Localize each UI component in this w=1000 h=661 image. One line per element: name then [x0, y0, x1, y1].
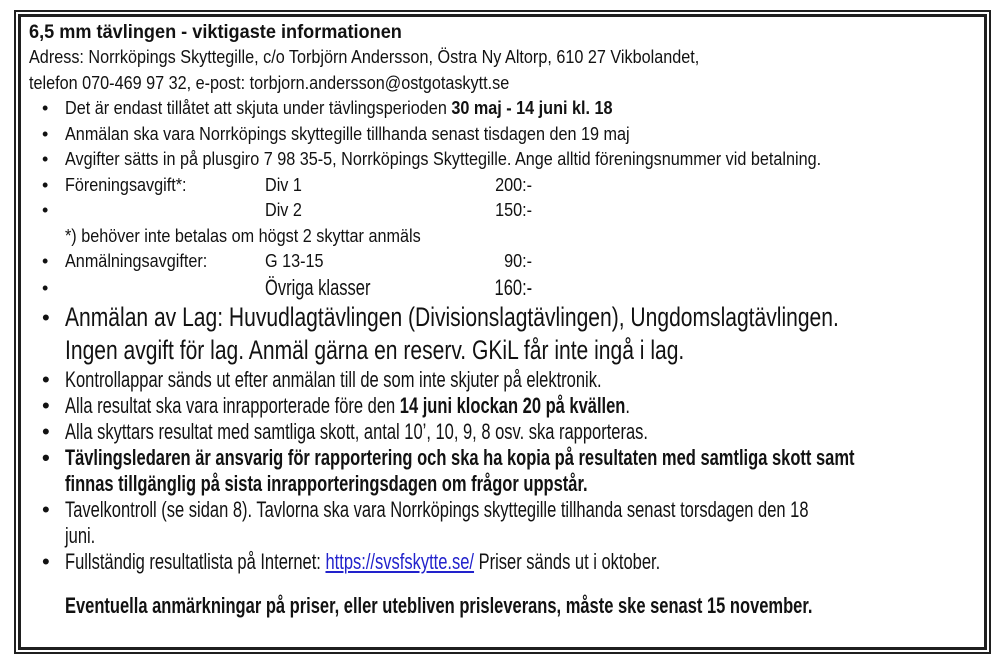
- results-text-end: Priser sänds ut i oktober.: [474, 548, 661, 574]
- registration-text: Anmälan ska vara Norrköpings skyttegille tillhanda senast tisdagen den 19 maj: [65, 123, 630, 144]
- leader-text-line2: finnas tillgänglig på sista inrapporteringsdagen om frågor uppstår.: [65, 470, 588, 496]
- address-line-1: [29, 45, 982, 71]
- payment-text: Avgifter sätts in på plusgiro 7 98 35-5, Norrköpings Skyttegille. Ange alltid föreningsnummer vid betalning.: [65, 149, 822, 169]
- bullet-icon: •: [42, 277, 49, 298]
- bullet-icon: •: [42, 418, 50, 444]
- bullet-item-results-list: [29, 549, 982, 575]
- fee-footnote: [29, 224, 982, 250]
- bullet-item-payment: [29, 147, 982, 173]
- fee-amount: 150:-: [495, 200, 532, 220]
- document-content: [21, 17, 984, 647]
- phone-email-text: telefon 070-469 97 32, e-post:: [29, 72, 250, 93]
- period-text: Det är endast tillåtet att skjuta under tävlingsperioden: [65, 98, 452, 118]
- prize-notice: [29, 593, 982, 619]
- report-text: Alla resultat ska vara inrapporterade före den: [65, 392, 400, 418]
- shots-text: Alla skyttars resultat med samtliga skott, antal 10’, 10, 9, 8 osv. ska rapporteras.: [65, 418, 648, 444]
- fee-row-club-div1: [29, 173, 982, 199]
- bullet-icon: •: [42, 366, 50, 392]
- fee-label: Föreningsavgift*:: [65, 174, 187, 195]
- bullet-item-target-check: [29, 497, 982, 549]
- fee-item: Div 2: [265, 200, 302, 220]
- bullet-item-period: [29, 96, 982, 122]
- bullet-icon: •: [42, 123, 49, 144]
- bullet-item-registration: [29, 122, 982, 148]
- bullet-icon: •: [42, 98, 49, 118]
- bullet-icon: •: [42, 174, 49, 195]
- result-list-link[interactable]: https://svsfskytte.se/: [325, 548, 475, 574]
- footnote-text: *) behöver inte betalas om högst 2 skyttar anmäls: [65, 225, 421, 246]
- report-text-end: .: [625, 392, 630, 418]
- fee-row-club-div2: [29, 198, 982, 224]
- leader-text-line1: Tävlingsledaren är ansvarig för rapportering och ska ha kopia på resultaten med samtliga skott samt: [65, 444, 855, 470]
- control-slips-text: Kontrollappar sänds ut efter anmälan till de som inte skjuter på elektronik.: [65, 366, 602, 392]
- fee-row-entry-g1315: [29, 249, 982, 275]
- fee-label: Anmälningsavgifter:: [65, 251, 208, 271]
- teams-text-line1: Anmälan av Lag: Huvudlagtävlingen (Divisionslagtävlingen), Ungdomslagtävlingen.: [65, 301, 839, 332]
- prize-notice-text: Eventuella anmärkningar på priser, eller utebliven prisleverans, måste ske senast 15 november.: [65, 592, 813, 618]
- bullet-icon: •: [42, 251, 49, 271]
- teams-text-line2: Ingen avgift för lag. Anmäl gärna en reserv. GKiL får inte ingå i lag.: [65, 334, 685, 365]
- bullet-item-shots: [29, 419, 982, 445]
- fee-amount: 200:-: [495, 174, 532, 195]
- bullet-icon: •: [42, 304, 50, 330]
- fee-item: Div 1: [265, 174, 302, 195]
- bullet-item-report-deadline: [29, 393, 982, 419]
- page-title: 6,5 mm tävlingen - viktigaste informationen: [29, 21, 402, 43]
- bullet-item-leader: [29, 445, 982, 497]
- target-check-line2: juni.: [65, 522, 96, 548]
- bullet-icon: •: [42, 392, 50, 418]
- address-text: Adress: Norrköpings Skyttegille, c/o Torbjörn Andersson, Östra Ny Altorp, 610 27 Vikbolandet,: [29, 47, 700, 67]
- document-border: [14, 10, 991, 654]
- bullet-icon: •: [42, 496, 50, 522]
- fee-amount: 160:-: [494, 274, 532, 300]
- fee-item: G 13-15: [265, 251, 324, 271]
- document-border-inner: [18, 14, 987, 650]
- bullet-icon: •: [42, 200, 49, 220]
- fee-row-entry-ovriga: [29, 275, 982, 301]
- results-text: Fullständig resultatlista på Internet:: [65, 548, 326, 574]
- bullet-icon: •: [42, 444, 50, 470]
- target-check-line1: Tavelkontroll (se sidan 8). Tavlorna ska vara Norrköpings skyttegille tillhanda senast torsdagen den 18: [65, 496, 809, 522]
- bullet-item-teams: [29, 301, 982, 367]
- bullet-icon: •: [42, 149, 49, 169]
- page-title-line: [29, 19, 982, 45]
- fee-amount: 90:-: [504, 251, 532, 271]
- email-address: torbjorn.andersson@ostgotaskytt.se: [249, 72, 510, 93]
- report-deadline: 14 juni klockan 20 på kvällen: [399, 392, 626, 418]
- fee-item: Övriga klasser: [265, 274, 371, 300]
- period-dates: 30 maj - 14 juni kl. 18: [451, 98, 613, 118]
- address-line-2: [29, 71, 982, 97]
- bullet-icon: •: [42, 548, 50, 574]
- bullet-item-control-slips: [29, 367, 982, 393]
